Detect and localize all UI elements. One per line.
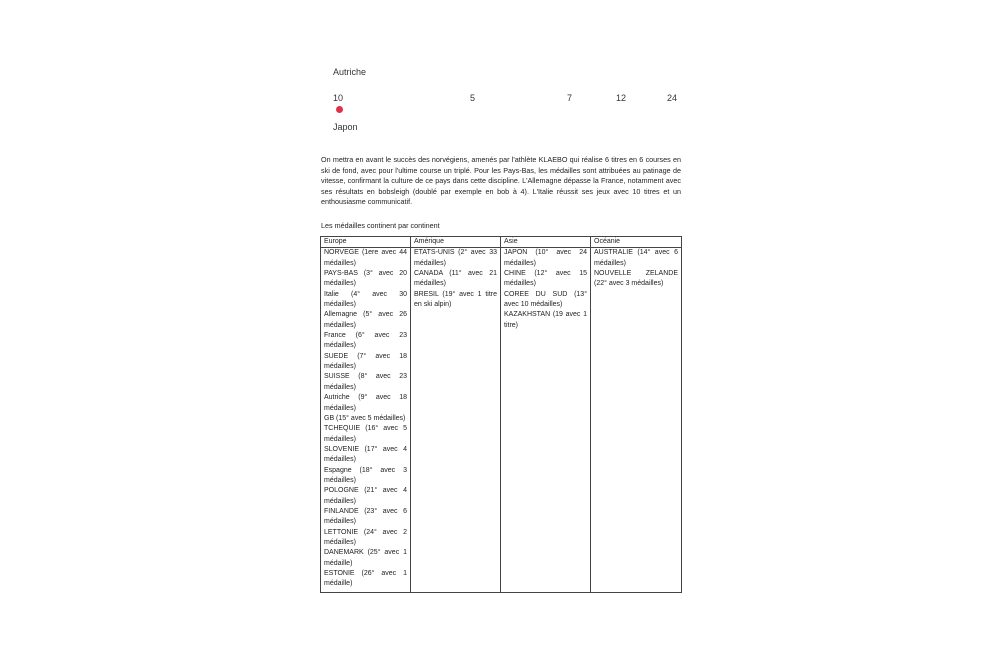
list-item: Autriche (9° avec 18 médailles) [324, 394, 407, 412]
list-item: NOUVELLE ZELANDE (22° avec 3 médailles) [594, 270, 678, 288]
list-item: KAZAKHSTAN (19 avec 1 titre) [504, 311, 587, 329]
list-item: ETATS-UNIS (2° avec 33 médailles) [414, 249, 497, 267]
medals-table [320, 236, 682, 593]
oceanie-cell [591, 248, 682, 592]
list-item: Allemagne (5° avec 26 médailles) [324, 311, 407, 329]
header-oceanie: Océanie [591, 237, 682, 248]
header-asie: Asie [501, 237, 591, 248]
list-item: GB (15° avec 5 médailles) [324, 414, 406, 422]
list-item: ESTONIE (26° avec 1 médaille) [324, 570, 407, 588]
chart-value-2: 5 [470, 93, 476, 103]
list-item: SUEDE (7° avec 18 médailles) [324, 352, 407, 371]
list-item: AUSTRALIE (14° avec 6 médailles) [594, 249, 678, 267]
chart-value-1: 10 [333, 93, 344, 103]
chart-point-marker [336, 106, 343, 113]
list-item: France (6° avec 23 médailles) [324, 332, 407, 350]
body-paragraph: On mettra en avant le succès des norvégiens, amenés par l'athlète KLAEBO qui réalise 6 titres en 6 courses en ski de fond, avec pour l'ultime course un triplé. Pour les Pays-Bas, les médailles sont attribuées au patinage de vitesse, confirmant la culture de ce pays dans cette discipline. L'Allemagne dépasse la France, notamment avec ses résultats en bobsleigh (doublé par exemple en bob à 4). L'Italie réussit ses jeux avec 10 titres et un enthousiasme communicatif. [321, 155, 681, 206]
chart-label-autriche: Autriche [333, 67, 367, 77]
list-item: BRESIL (19° avec 1 titre en ski alpin) [414, 290, 497, 309]
header-amerique: Amérique [411, 237, 501, 248]
list-item: CHINE (12° avec 15 médailles) [504, 270, 587, 288]
list-item: Espagne (18° avec 3 médailles) [324, 466, 407, 484]
list-item: TCHEQUIE (16° avec 5 médailles) [324, 425, 407, 443]
list-item: SUISSE (8° avec 23 médailles) [324, 373, 407, 391]
list-item: POLOGNE (21° avec 4 médailles) [324, 487, 407, 505]
chart-label-japon: Japon [333, 122, 358, 132]
list-item: LETTONIE (24° avec 2 médailles) [324, 528, 407, 546]
chart-value-5: 24 [667, 93, 678, 103]
list-item: DANEMARK (25° avec 1 médaille) [324, 549, 407, 567]
table-header-row [321, 237, 682, 248]
list-item: NORVEGE (1ere avec 44 médailles) [324, 249, 407, 267]
chart-value-3: 7 [567, 93, 573, 103]
asie-cell [501, 248, 591, 592]
list-item: Italie (4° avec 30 médailles) [324, 290, 407, 309]
table-caption: Les médailles continent par continent [321, 221, 440, 230]
list-item: CANADA (11° avec 21 médailles) [414, 270, 497, 288]
europe-cell [321, 248, 411, 592]
list-item: FINLANDE (23° avec 6 médailles) [324, 507, 407, 526]
amerique-cell [411, 248, 501, 592]
list-item: JAPON (10° avec 24 médailles) [504, 249, 587, 267]
table-row [321, 248, 682, 592]
list-item: PAYS-BAS (3° avec 20 médailles) [324, 270, 407, 288]
chart-value-4: 12 [616, 93, 627, 103]
list-item: COREE DU SUD (13° avec 10 médailles) [504, 290, 587, 309]
list-item: SLOVENIE (17° avec 4 médailles) [324, 445, 407, 464]
header-europe: Europe [321, 237, 411, 248]
